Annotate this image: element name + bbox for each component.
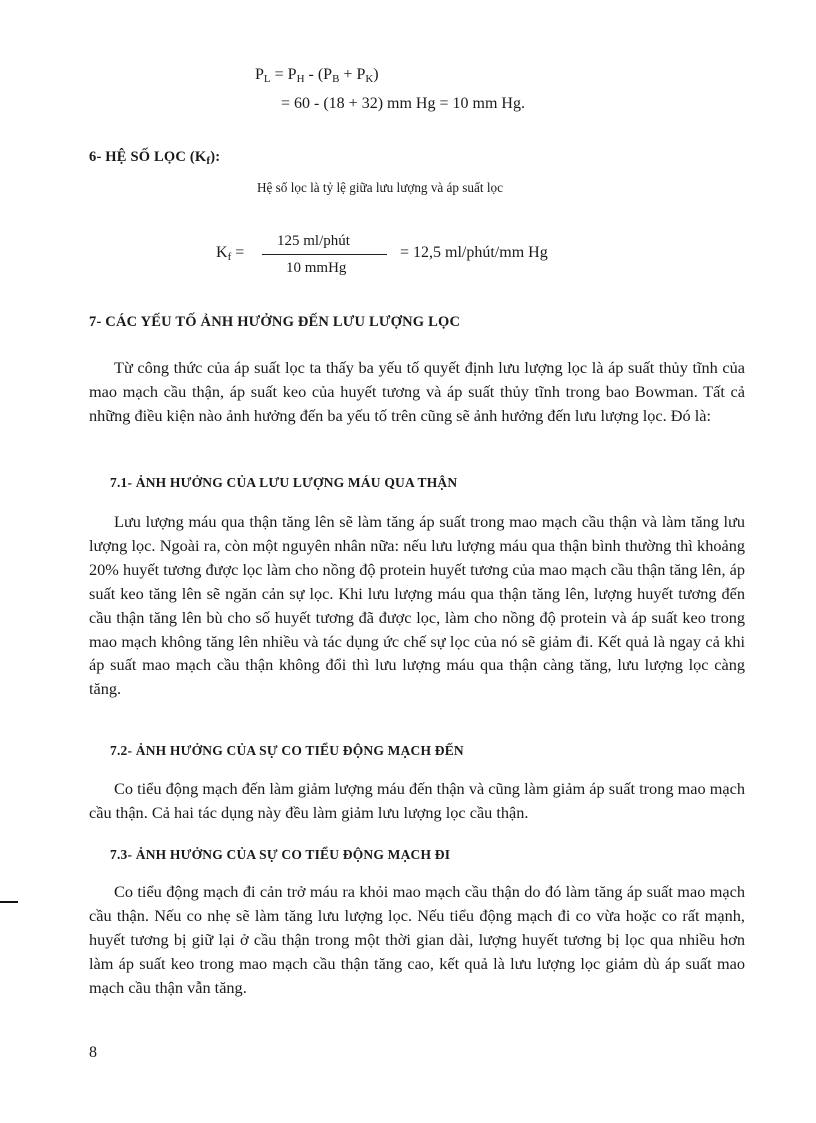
margin-marker [0,901,18,903]
page-number: 8 [89,1044,97,1061]
section-7-2-heading: 7.2- ẢNH HƯỞNG CỦA SỰ CO TIỂU ĐỘNG MẠCH ĐẾN [110,743,464,758]
formula-lhs: $K_f$ = [216,244,245,263]
equation-line-2: = 60 - (18 + 32) mm Hg = 10 mm Hg. [281,95,525,112]
fraction-bar [262,254,387,255]
section-7-1-heading: 7.1- ẢNH HƯỞNG CỦA LƯU LƯỢNG MÁU QUA THẬN [110,475,458,490]
formula-numerator: 125 ml/phút [277,233,350,249]
section-7-paragraph: Từ công thức của áp suất lọc ta thấy ba yếu tố quyết định lưu lượng lọc là áp suất thủy tĩnh của mao mạch cầu thận, áp suất keo của huyết tương và áp suất thủy tĩnh trong bao Bowman. Tất cả những điều kiện nào ảnh hưởng đến ba yếu tố trên cũng sẽ ảnh hưởng đến lưu lượng lọc. Đó là: [89,358,745,425]
equation-line-1: $P_L = P_H - (P_B + P_K)$ [255,66,379,85]
formula-denominator: 10 mmHg [286,260,347,276]
section-7-heading: 7- CÁC YẾU TỐ ẢNH HƯỞNG ĐẾN LƯU LƯỢNG LỌC [89,314,461,330]
filtration-coefficient-caption: Hệ số lọc là tỷ lệ giữa lưu lượng và áp suất lọc [257,180,503,195]
section-6-heading: 6- HỆ SỐ LỌC $(K_f)$: [89,149,221,167]
section-7-2-paragraph: Co tiểu động mạch đến làm giảm lượng máu đến thận và cũng làm giảm áp suất trong mao mạch cầu thận. Cả hai tác dụng này đều làm giảm lưu lượng lọc cầu thận. [89,779,745,822]
section-7-3-paragraph: Co tiểu động mạch đi cản trở máu ra khỏi mao mạch cầu thận do đó làm tăng áp suất mao mạch cầu thận. Nếu co nhẹ sẽ làm tăng lưu lượng lọc. Nếu tiểu động mạch đi co vừa hoặc co rất mạnh, huyết tương bị giữ lại ở cầu thận trong một thời gian dài, lượng huyết tương bị lọc qua nhiều hơn làm áp suất keo trong mao mạch cầu thận tăng cao, kết quả là lưu lượng lọc giảm dù áp suất mao mạch cầu thận vẫn tăng. [89,882,745,997]
formula-result: = 12,5 ml/phút/mm Hg [400,244,548,261]
section-7-1-paragraph: Lưu lượng máu qua thận tăng lên sẽ làm tăng áp suất trong mao mạch cầu thận và làm tăng lưu lượng lọc. Ngoài ra, còn một nguyên nhân nữa: nếu lưu lượng máu qua thận bình thường thì khoảng 20% huyết tương được lọc làm cho nồng độ protein huyết tương của mao mạch cầu thận tăng lên, áp suất keo tăng lên sẽ ngăn cản sự lọc. Khi lưu lượng máu qua thận tăng lên, lượng huyết tương đến cầu thận tăng lên bù cho số huyết tương đã được lọc, làm cho nồng độ protein và áp suất keo trong mao mạch không tăng lên nhiều và tác dụng ức chế sự lọc của nó sẽ giảm đi. Kết quả là ngay cả khi áp suất mao mạch cầu thận không đổi thì lưu lượng máu qua thận càng tăng, lưu lượng lọc càng tăng. [89,512,745,699]
section-7-3-heading: 7.3- ẢNH HƯỞNG CỦA SỰ CO TIỂU ĐỘNG MẠCH ĐI [110,847,451,862]
